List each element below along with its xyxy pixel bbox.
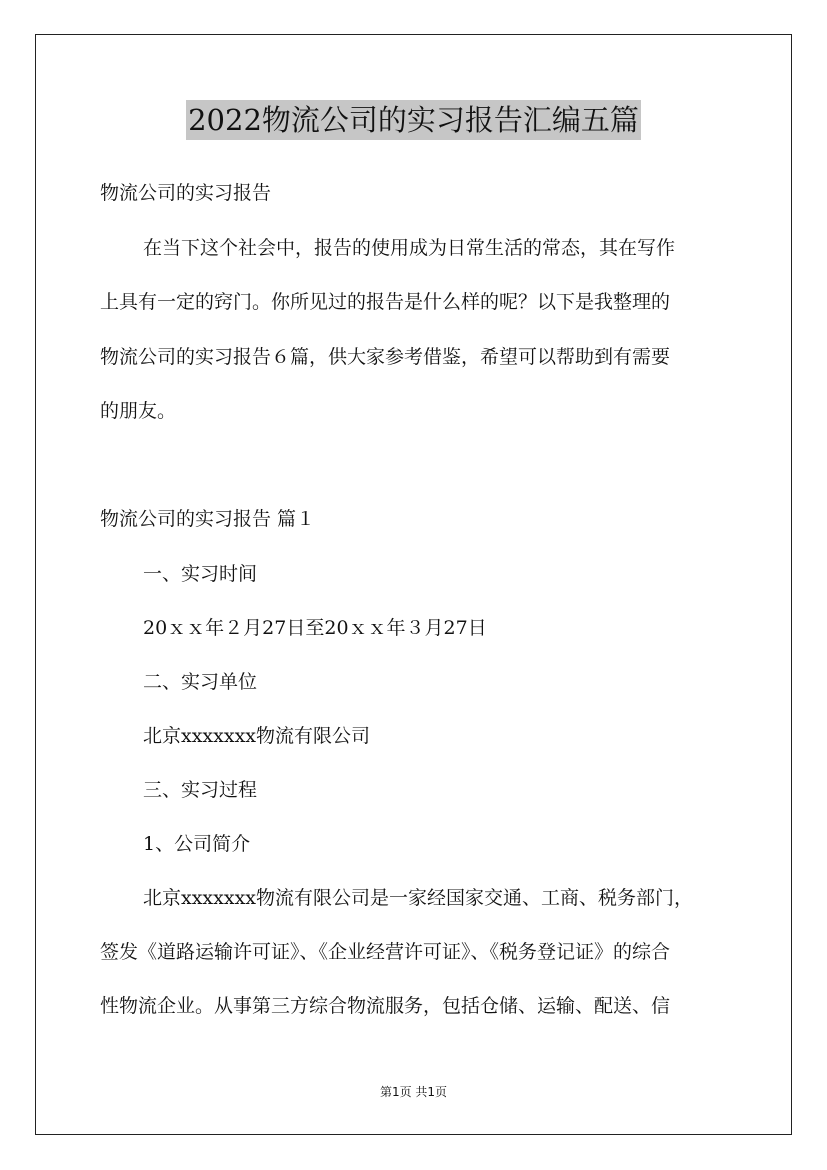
heading-company-intro: 1、公司简介	[143, 833, 251, 855]
intro-line: 在当下这个社会中，报告的使用成为日常生活的常态，其在写作	[143, 237, 676, 259]
company-name: 北京xxxxxxx物流有限公司	[143, 725, 371, 747]
section-heading: 物流公司的实习报告 篇１	[100, 508, 316, 530]
page-footer: 第1页 共1页	[379, 1085, 448, 1099]
intro-line: 上具有一定的窍门。你所见过的报告是什么样的呢？以下是我整理的	[100, 291, 671, 313]
document-title: 2022物流公司的实习报告汇编五篇	[186, 100, 641, 140]
heading-internship-unit: 二、实习单位	[143, 671, 258, 693]
internship-date-range: 20ｘｘ年２月27日至20ｘｘ年３月27日	[143, 617, 487, 639]
document-subtitle: 物流公司的实习报告	[100, 182, 272, 204]
heading-internship-time: 一、实习时间	[143, 563, 258, 585]
intro-line: 的朋友。	[100, 400, 177, 422]
body-line: 北京xxxxxxx物流有限公司是一家经国家交通、工商、税务部门，	[143, 887, 694, 909]
heading-internship-process: 三、实习过程	[143, 779, 258, 801]
body-line: 性物流企业。从事第三方综合物流服务，包括仓储、运输、配送、信	[100, 995, 671, 1017]
body-line: 签发《道路运输许可证》、《企业经营许可证》、《税务登记证》的综合	[100, 941, 671, 963]
intro-line: 物流公司的实习报告６篇，供大家参考借鉴，希望可以帮助到有需要	[100, 346, 671, 368]
title-container	[0, 100, 827, 140]
